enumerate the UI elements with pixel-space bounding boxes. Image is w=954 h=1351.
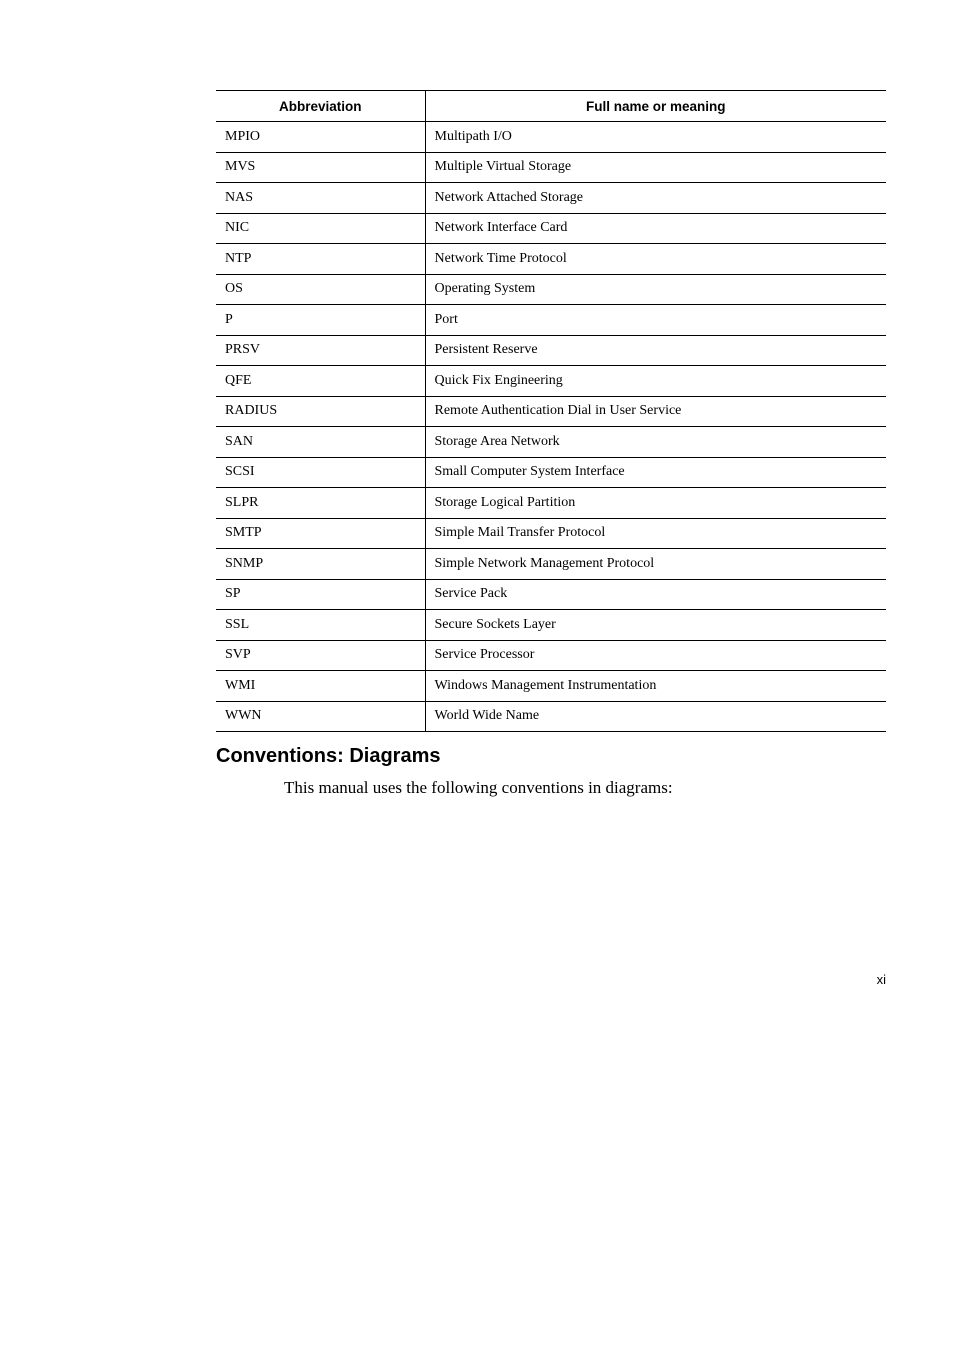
table-row	[216, 152, 886, 183]
table-row	[216, 274, 886, 305]
abbreviation-cell: NAS	[216, 183, 425, 214]
table-row	[216, 518, 886, 549]
table-row	[216, 549, 886, 580]
abbreviation-cell: NTP	[216, 244, 425, 275]
table-row	[216, 457, 886, 488]
abbreviation-cell: WWN	[216, 701, 425, 732]
table-row	[216, 213, 886, 244]
full-name-cell: Secure Sockets Layer	[425, 610, 886, 641]
table-row	[216, 579, 886, 610]
table-row	[216, 427, 886, 458]
abbreviation-cell: OS	[216, 274, 425, 305]
full-name-cell: Network Attached Storage	[425, 183, 886, 214]
column-header-abbreviation: Abbreviation	[216, 91, 425, 122]
table-row	[216, 122, 886, 153]
table-row	[216, 183, 886, 214]
full-name-cell: Service Pack	[425, 579, 886, 610]
abbreviation-cell: WMI	[216, 671, 425, 702]
abbreviation-cell: SP	[216, 579, 425, 610]
abbreviation-cell: SLPR	[216, 488, 425, 519]
table-row	[216, 640, 886, 671]
table-row	[216, 488, 886, 519]
table-body	[216, 122, 886, 732]
abbreviation-cell: MPIO	[216, 122, 425, 153]
table-row	[216, 701, 886, 732]
table-row	[216, 671, 886, 702]
abbreviation-cell: PRSV	[216, 335, 425, 366]
table-row	[216, 335, 886, 366]
abbreviation-cell: SVP	[216, 640, 425, 671]
table-row	[216, 610, 886, 641]
full-name-cell: Service Processor	[425, 640, 886, 671]
full-name-cell: Multipath I/O	[425, 122, 886, 153]
abbreviation-table	[216, 90, 886, 732]
full-name-cell: Port	[425, 305, 886, 336]
full-name-cell: Simple Mail Transfer Protocol	[425, 518, 886, 549]
full-name-cell: Storage Logical Partition	[425, 488, 886, 519]
table-header-row	[216, 91, 886, 122]
full-name-cell: Persistent Reserve	[425, 335, 886, 366]
abbreviation-cell: QFE	[216, 366, 425, 397]
column-header-full-name: Full name or meaning	[425, 91, 886, 122]
abbreviation-cell: NIC	[216, 213, 425, 244]
full-name-cell: Small Computer System Interface	[425, 457, 886, 488]
full-name-cell: World Wide Name	[434, 708, 540, 724]
section-body-text: This manual uses the following conventions in diagrams:	[284, 778, 673, 797]
abbreviation-cell: SMTP	[216, 518, 425, 549]
abbreviation-cell: SSL	[216, 610, 425, 641]
full-name-cell: Windows Management Instrumentation	[425, 671, 886, 702]
full-name-cell: Storage Area Network	[425, 427, 886, 458]
abbreviation-cell: SNMP	[216, 549, 425, 580]
table-row	[216, 366, 886, 397]
section-heading: Conventions: Diagrams	[216, 745, 441, 767]
full-name-cell: Network Time Protocol	[425, 244, 886, 275]
full-name-cell: Multiple Virtual Storage	[425, 152, 886, 183]
full-name-cell: Network Interface Card	[425, 213, 886, 244]
page-number: xi	[876, 972, 886, 987]
table-row	[216, 244, 886, 275]
full-name-cell: Remote Authentication Dial in User Service	[425, 396, 886, 427]
table-row	[216, 396, 886, 427]
abbreviation-cell: P	[216, 305, 425, 336]
full-name-cell: Quick Fix Engineering	[425, 366, 886, 397]
abbreviation-cell: MVS	[216, 152, 425, 183]
abbreviation-cell: SAN	[216, 427, 425, 458]
abbreviation-cell: SCSI	[216, 457, 425, 488]
abbreviation-cell: RADIUS	[216, 396, 425, 427]
table-row	[216, 305, 886, 336]
full-name-cell: Simple Network Management Protocol	[425, 549, 886, 580]
full-name-cell: Operating System	[425, 274, 886, 305]
